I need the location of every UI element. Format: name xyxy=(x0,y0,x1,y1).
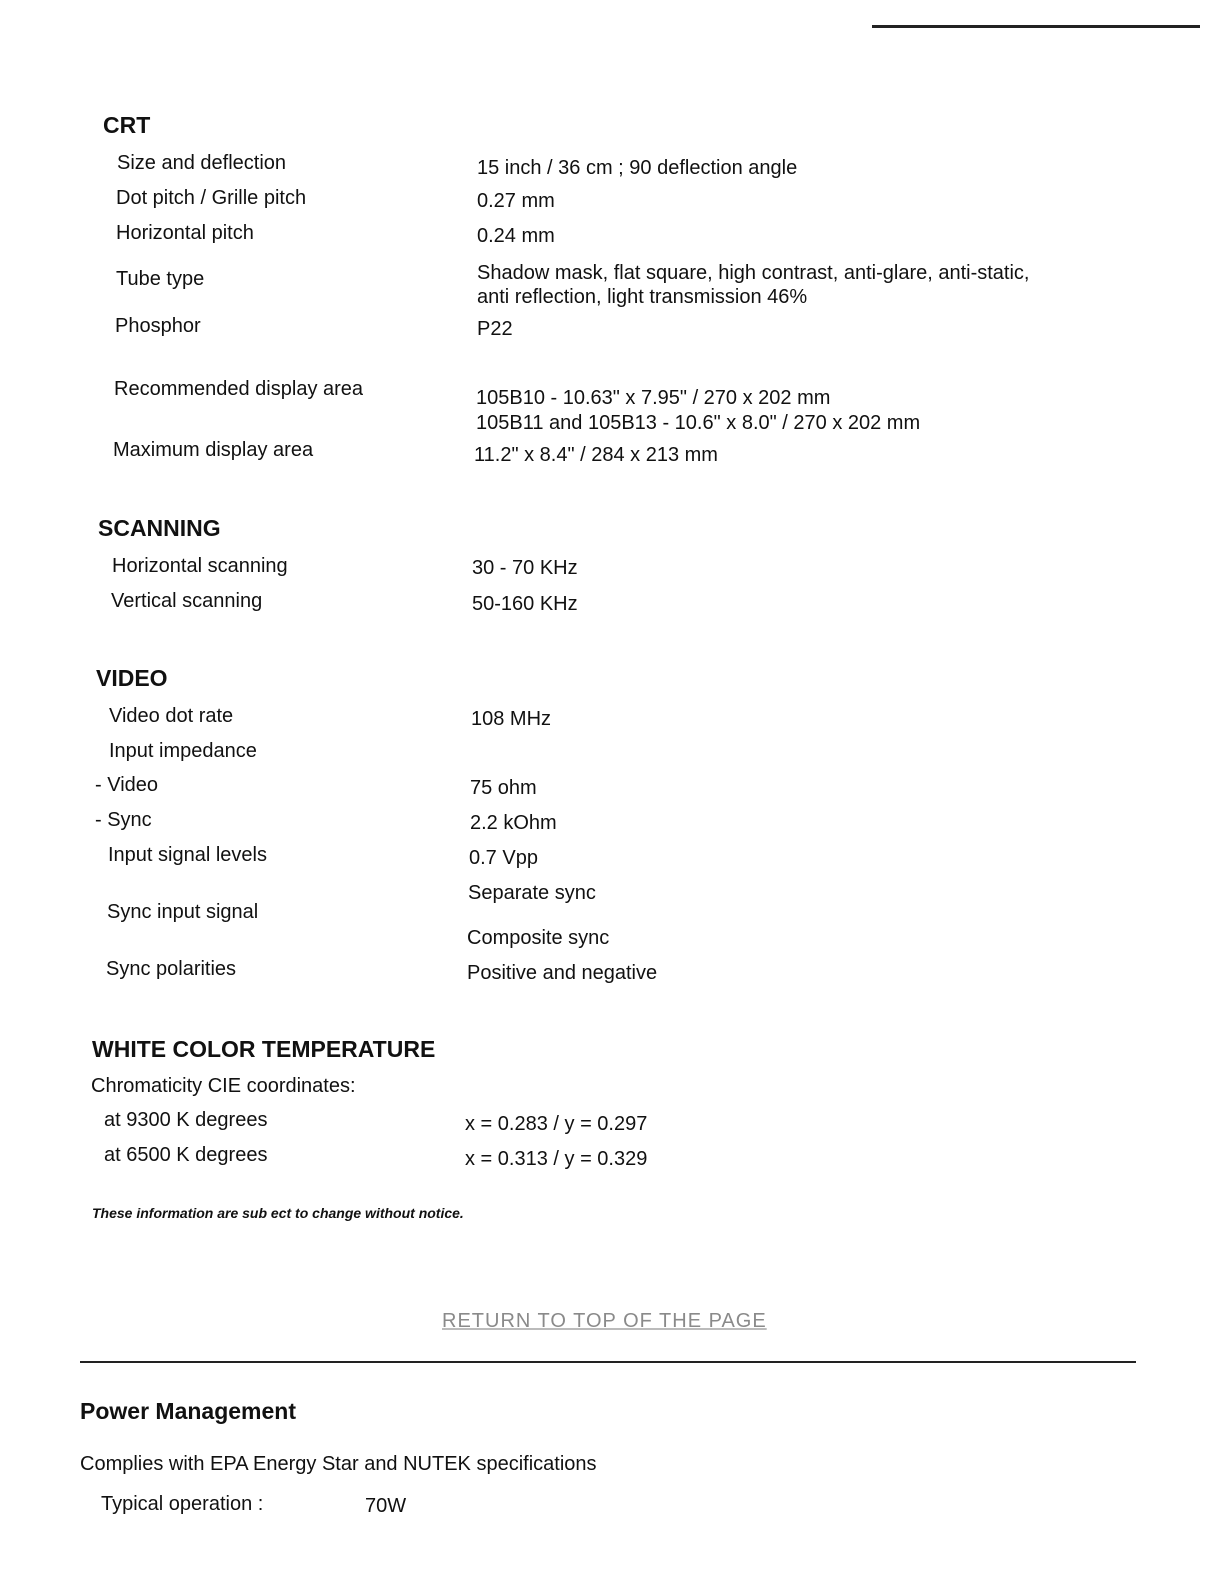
change-notice: These information are sub ect to change without notice. xyxy=(92,1205,464,1221)
crt-value-dot-pitch: 0.27 mm xyxy=(477,190,555,212)
power-intro: Complies with EPA Energy Star and NUTEK specifications xyxy=(80,1453,597,1475)
video-value-video: 75 ohm xyxy=(470,777,537,799)
crt-label-size: Size and deflection xyxy=(117,152,287,174)
video-value-composite-sync: Composite sync xyxy=(467,927,610,949)
scanning-value-vertical: 50-160 KHz xyxy=(472,593,578,615)
white-color-label-6500: at 6500 K degrees xyxy=(104,1144,268,1166)
crt-value-tube-type: Shadow mask, flat square, high contrast, anti-glare, anti-static, xyxy=(477,262,1030,284)
crt-label-maximum-area: Maximum display area xyxy=(113,439,314,461)
video-label-sync: - Sync xyxy=(95,809,152,831)
section-divider xyxy=(80,1361,1136,1363)
crt-label-phosphor: Phosphor xyxy=(115,315,201,337)
video-label-sync-input-signal: Sync input signal xyxy=(107,901,259,923)
video-label-input-signal-levels: Input signal levels xyxy=(108,844,267,866)
white-color-intro: Chromaticity CIE coordinates: xyxy=(91,1075,356,1097)
video-value-dot-rate: 108 MHz xyxy=(471,708,552,730)
video-value-sync-polarities: Positive and negative xyxy=(467,962,658,984)
power-value-typical-operation: 70W xyxy=(365,1495,407,1517)
scanning-label-vertical: Vertical scanning xyxy=(111,590,263,612)
white-color-label-9300: at 9300 K degrees xyxy=(104,1109,268,1131)
power-label-typical-operation: Typical operation : xyxy=(101,1493,264,1515)
crt-value-phosphor: P22 xyxy=(477,318,513,340)
scanning-heading: SCANNING xyxy=(98,515,221,541)
video-value-sync: 2.2 kOhm xyxy=(470,812,557,834)
crt-label-tube-type: Tube type xyxy=(116,268,205,290)
crt-value-horizontal-pitch: 0.24 mm xyxy=(477,225,555,247)
crt-value-recommended-area: 105B10 - 10.63" x 7.95" / 270 x 202 mm xyxy=(476,387,831,409)
video-label-video: - Video xyxy=(95,774,159,796)
white-color-heading: WHITE COLOR TEMPERATURE xyxy=(92,1036,436,1062)
video-value-input-signal-levels: 0.7 Vpp xyxy=(469,847,538,869)
crt-value-size: 15 inch / 36 cm ; 90 deflection angle xyxy=(477,157,798,179)
top-rule xyxy=(872,25,1200,28)
power-heading: Power Management xyxy=(80,1398,296,1424)
video-heading: VIDEO xyxy=(96,665,168,691)
video-label-sync-polarities: Sync polarities xyxy=(106,958,237,980)
crt-label-recommended-area: Recommended display area xyxy=(114,378,364,400)
video-label-dot-rate: Video dot rate xyxy=(109,705,234,727)
return-to-top-link[interactable]: RETURN TO TOP OF THE PAGE xyxy=(442,1310,767,1332)
video-value-separate-sync: Separate sync xyxy=(468,882,596,904)
crt-value-maximum-area: 11.2" x 8.4" / 284 x 213 mm xyxy=(474,444,718,466)
scanning-label-horizontal: Horizontal scanning xyxy=(112,555,288,577)
video-label-input-impedance: Input impedance xyxy=(109,740,257,762)
scanning-value-horizontal: 30 - 70 KHz xyxy=(472,557,578,579)
white-color-value-6500: x = 0.313 / y = 0.329 xyxy=(465,1148,648,1170)
crt-label-horizontal-pitch: Horizontal pitch xyxy=(116,222,254,244)
crt-value-recommended-area-line2: 105B11 and 105B13 - 10.6" x 8.0" / 270 x 202 mm xyxy=(476,412,921,434)
crt-value-tube-type-line2: anti reflection, light transmission 46% xyxy=(477,286,808,308)
crt-label-dot-pitch: Dot pitch / Grille pitch xyxy=(116,187,307,209)
white-color-value-9300: x = 0.283 / y = 0.297 xyxy=(465,1113,648,1135)
crt-heading: CRT xyxy=(103,112,151,138)
